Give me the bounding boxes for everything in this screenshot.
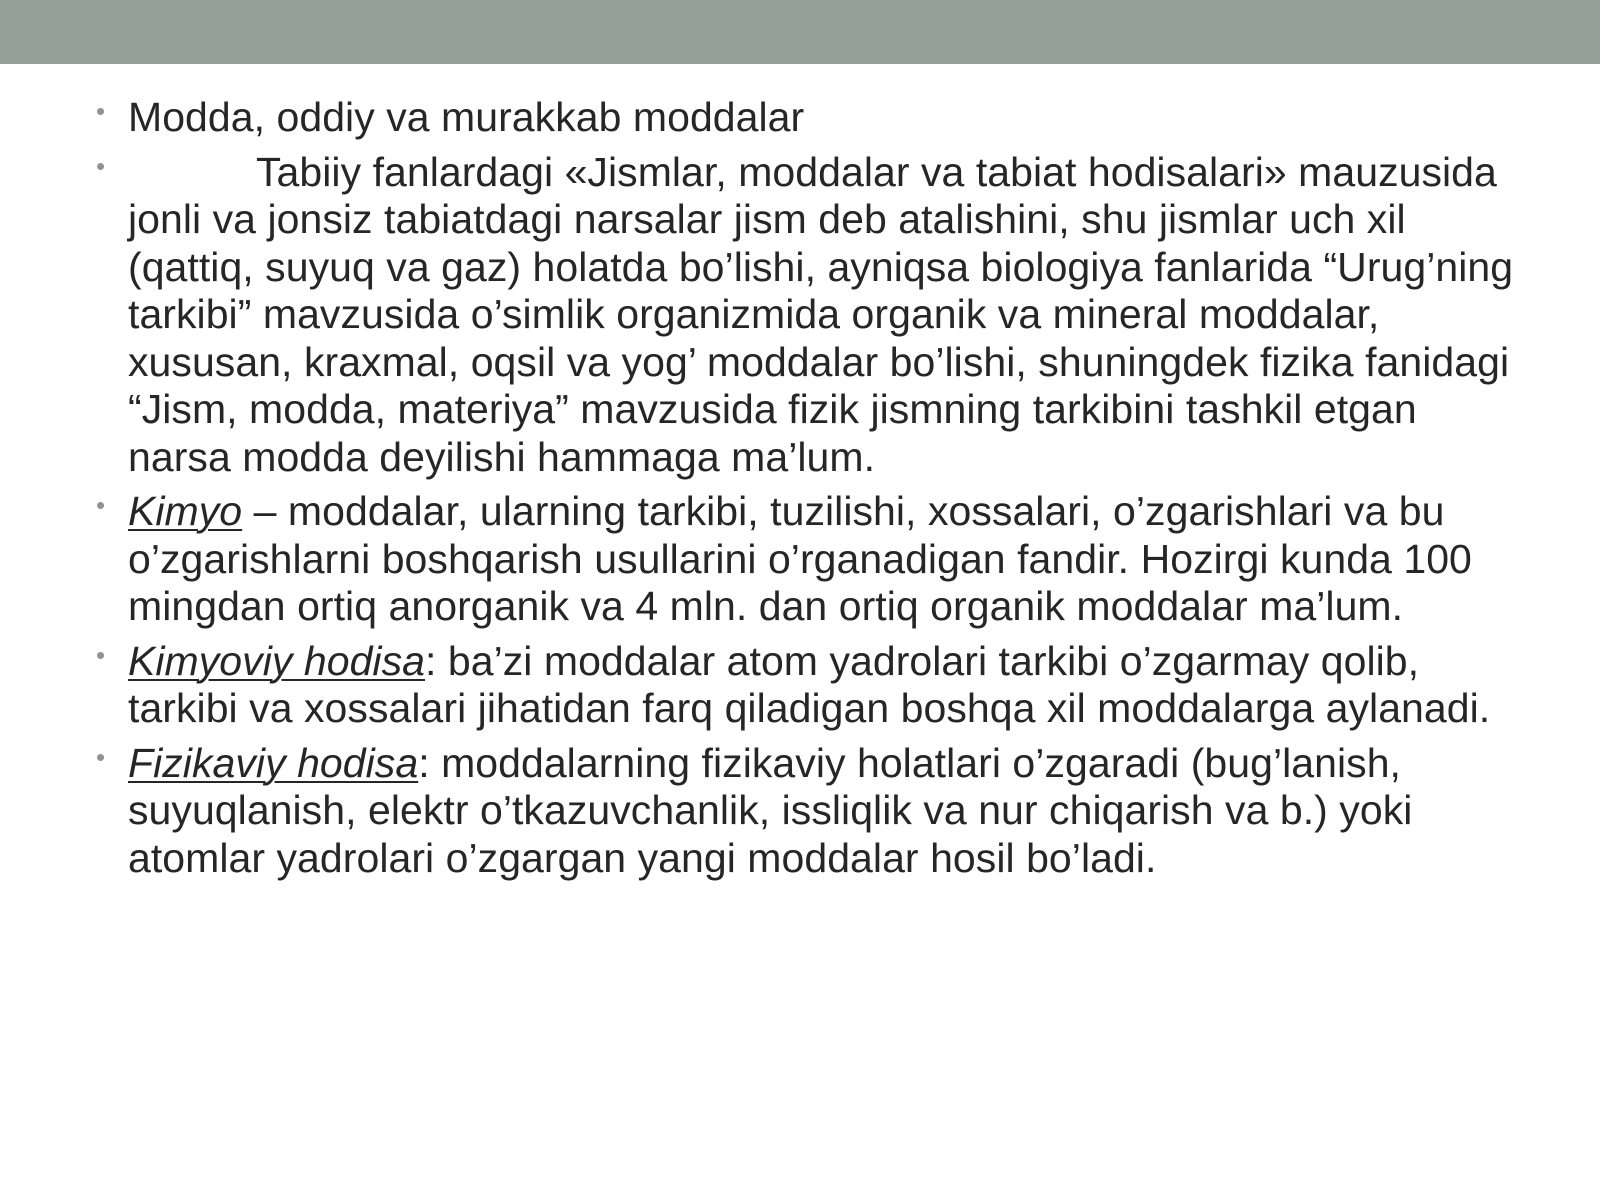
bullet-item-2	[96, 149, 1516, 482]
bullet-icon: •	[96, 490, 106, 520]
bullet-item-4	[96, 638, 1516, 733]
bullet-item-5	[96, 740, 1516, 883]
bullet-text: : ba’zi moddalar atom yadrolari tarkibi o’zgarmay qolib, tarkibi va xossalari jihatidan farq qiladigan boshqa xil moddalarga aylanadi.	[128, 637, 1491, 731]
bullet-text: Modda, oddiy va murakkab moddalar	[128, 94, 805, 140]
bullet-item-3	[96, 488, 1516, 631]
slide-header-bar	[0, 0, 1600, 64]
bullet-icon: •	[96, 741, 106, 772]
slide-content	[96, 94, 1516, 889]
term-kimyo: Kimyo	[128, 488, 243, 534]
bullet-text: – moddalar, ularning tarkibi, tuzilishi, xossalari, o’zgarishlari va bu o’zgarishlarni boshqarish usullarini o’rganadigan fandir. Hozirgi kunda 100 mingdan ortiq anorganik va 4 mln. dan ortiq organik moddalar ma’lum.	[128, 488, 1472, 629]
bullet-text: : moddalarning fizikaviy holatlari o’zgaradi (bug’lanish, suyuqlanish, elektr o’tkazuvchanlik, issliqlik va nur chiqarish va b.) yoki atomlar yadrolari o’zgargan yangi moddalar hosil bo’ladi.	[128, 739, 1413, 881]
bullet-list	[96, 94, 1516, 882]
bullet-icon: •	[96, 96, 106, 126]
term-fizikaviy-hodisa: Fizikaviy hodisa	[128, 739, 419, 786]
bullet-text: Tabiiy fanlardagi «Jismlar, moddalar va tabiat hodisalari» mauzusida jonli va jonsiz tabiatdagi narsalar jism deb atalishini, shu jismlar uch xil (qattiq, suyuq va gaz) holatda bo’lishi, ayniqsa biologiya fanlarida “Urug’ning tarkibi” mavzusida o’simlik organizmida organik va mineral moddalar, xususan, kraxmal, oqsil va yog’ moddalar bo’lishi, shuningdek fizika fanidagi “Jism, modda, materiya” mavzusida fizik jismning tarkibini tashkil etgan narsa modda deyilishi hammaga ma’lum.	[128, 148, 1514, 480]
bullet-icon: •	[96, 150, 106, 181]
bullet-icon: •	[96, 639, 106, 670]
term-kimyoviy-hodisa: Kimyoviy hodisa	[128, 637, 425, 684]
bullet-item-1	[96, 94, 1516, 142]
